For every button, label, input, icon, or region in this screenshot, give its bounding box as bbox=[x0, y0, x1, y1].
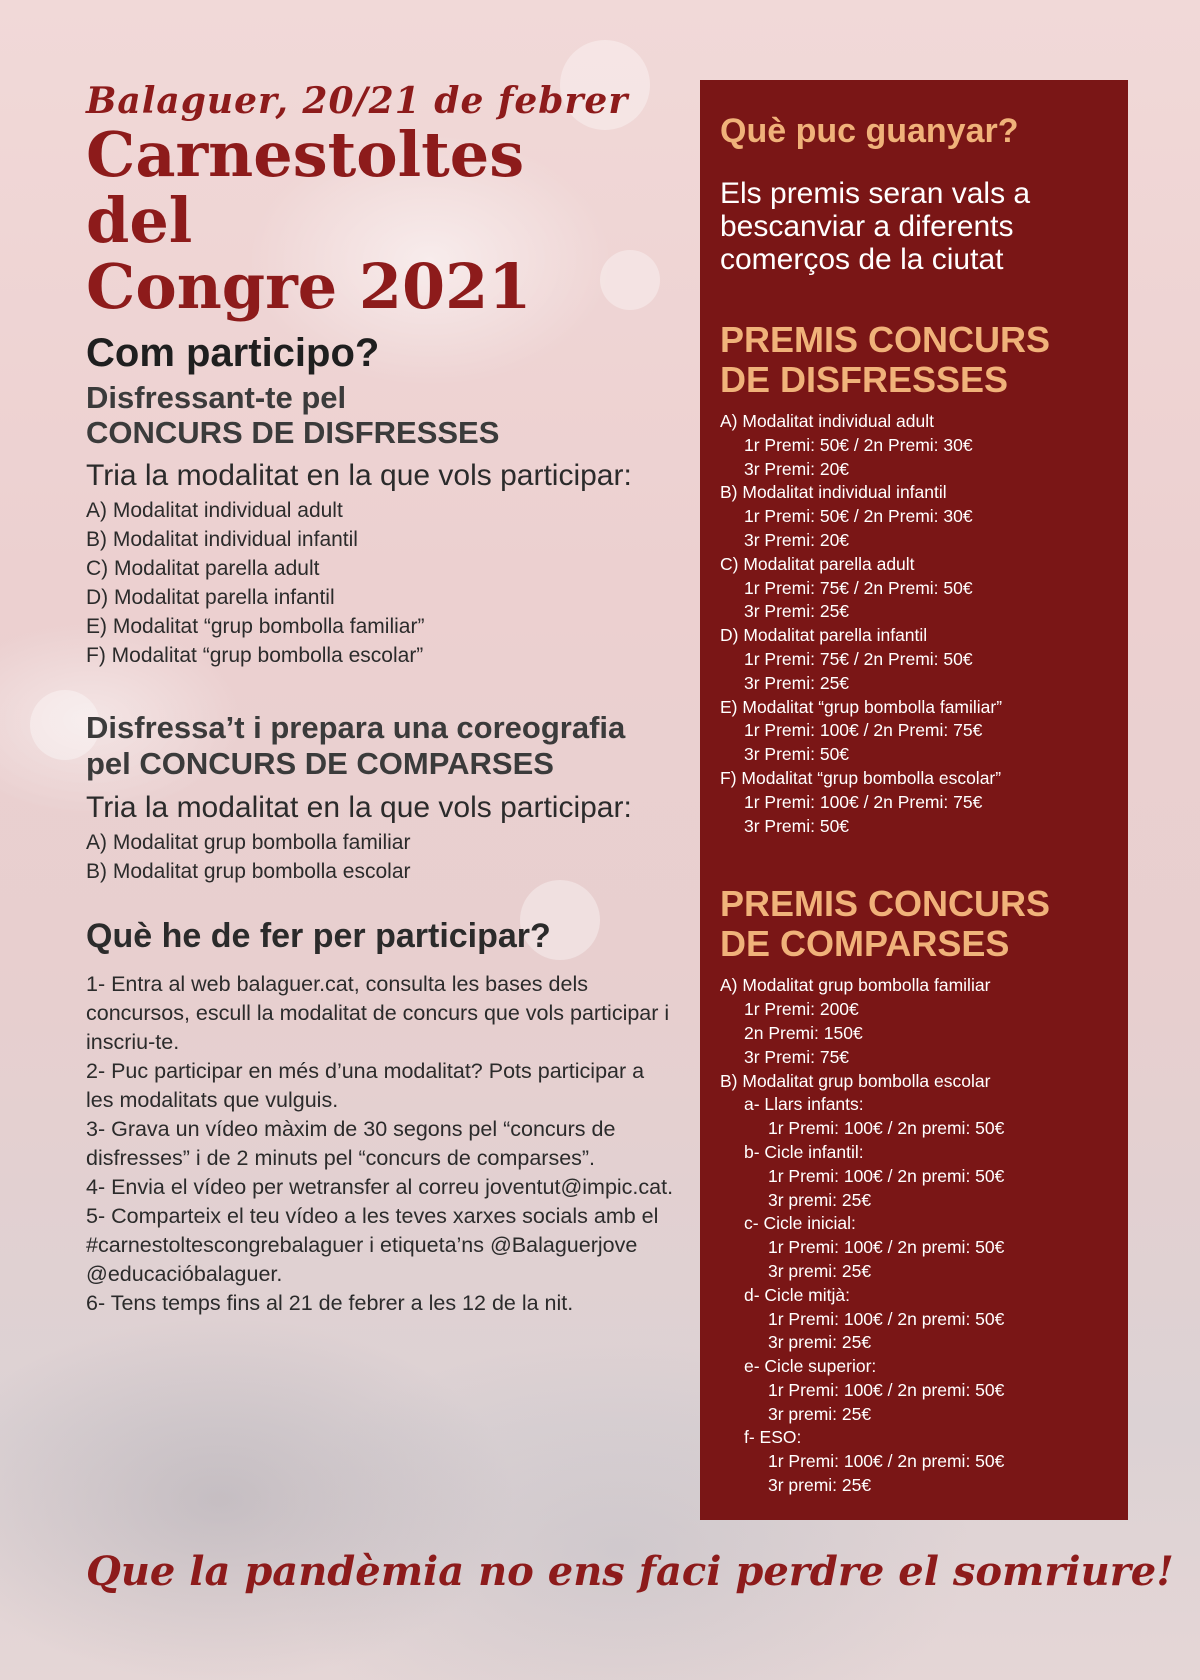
prize-line: 3r Premi: 50€ bbox=[744, 744, 850, 765]
prize-category: A) Modalitat individual adult bbox=[720, 411, 935, 431]
prize-line: 3r Premi: 50€ bbox=[744, 815, 850, 836]
prize-category: D) Modalitat parella infantil bbox=[720, 625, 928, 646]
prize-line: 3r premi: 25€ bbox=[768, 1189, 872, 1210]
prize-subcategory: a- Llars infants: bbox=[744, 1094, 864, 1115]
comparsa-contest-heading: Disfressa’t i prepara una coreografia pel CONCURS DE COMPARSES bbox=[86, 710, 626, 781]
disguise-prizes-list bbox=[720, 410, 1108, 838]
mode-option: B) Modalitat grup bombolla escolar bbox=[86, 860, 411, 883]
disguise-modes-list bbox=[86, 496, 676, 670]
disguise-heading-line-2: CONCURS DE DISFRESSES bbox=[86, 415, 500, 450]
prize-line: 1r Premi: 100€ / 2n Premi: 75€ bbox=[744, 720, 983, 741]
step-item: 3- Grava un vídeo màxim de 30 segons pel “concurs de disfresses” i de 2 minuts pel “concurs de comparses”. bbox=[86, 1117, 616, 1170]
prize-category: C) Modalitat parella adult bbox=[720, 553, 915, 574]
prize-line: 3r premi: 25€ bbox=[768, 1475, 872, 1496]
prize-subcategory: b- Cicle infantil: bbox=[744, 1141, 864, 1162]
prize-category: F) Modalitat “grup bombolla escolar” bbox=[720, 767, 1002, 788]
prize-subcategory: c- Cicle inicial: bbox=[744, 1213, 856, 1234]
what-to-do-heading: Què he de fer per participar? bbox=[86, 917, 551, 955]
step-item: 5- Comparteix el teu vídeo a les teves xarxes socials amb el #carnestoltescongrebalaguer i etiqueta’ns @Balaguerjove @educacióbalaguer. bbox=[86, 1204, 659, 1286]
mode-option: B) Modalitat individual infantil bbox=[86, 528, 358, 551]
step-item: 6- Tens temps fins al 21 de febrer a les 12 de la nit. bbox=[86, 1291, 574, 1315]
mode-option: F) Modalitat “grup bombolla escolar” bbox=[86, 644, 424, 667]
prize-line: 1r Premi: 200€ bbox=[744, 999, 859, 1020]
step-item: 2- Puc participar en més d’una modalitat? Pots participar a les modalitats que vulguis. bbox=[86, 1059, 645, 1112]
how-to-participate-heading: Com participo? bbox=[86, 331, 380, 375]
prize-line: 1r Premi: 100€ / 2n premi: 50€ bbox=[768, 1379, 1005, 1400]
slogan: Que la pandèmia no ens faci perdre el somriure! bbox=[86, 1548, 1174, 1595]
prize-line: 3r Premi: 20€ bbox=[744, 458, 850, 479]
prize-subcategory: f- ESO: bbox=[744, 1427, 802, 1448]
mode-option: C) Modalitat parella adult bbox=[86, 557, 320, 580]
prize-line: 1r Premi: 100€ / 2n premi: 50€ bbox=[768, 1118, 1005, 1139]
prize-category: E) Modalitat “grup bombolla familiar” bbox=[720, 696, 1003, 717]
prize-line: 3r premi: 25€ bbox=[768, 1332, 872, 1353]
participation-section bbox=[86, 330, 676, 1318]
prize-line: 1r Premi: 75€ / 2n Premi: 50€ bbox=[744, 577, 973, 598]
prize-line: 1r Premi: 75€ / 2n Premi: 50€ bbox=[744, 648, 973, 669]
prize-line: 3r Premi: 25€ bbox=[744, 601, 850, 622]
title-line-1: Carnestoltes del bbox=[86, 118, 525, 257]
prize-line: 1r Premi: 100€ / 2n premi: 50€ bbox=[768, 1451, 1005, 1472]
prizes-intro: Els premis seran vals a bescanviar a diferents comerços de la ciutat bbox=[720, 177, 1031, 276]
prize-line: 3r premi: 25€ bbox=[768, 1403, 872, 1424]
prize-category: B) Modalitat individual infantil bbox=[720, 482, 947, 503]
comparsa-modes-list bbox=[86, 828, 676, 886]
poster-title bbox=[86, 118, 646, 323]
mode-option: E) Modalitat “grup bombolla familiar” bbox=[86, 615, 425, 638]
disguise-contest-heading bbox=[86, 380, 676, 450]
prize-category: A) Modalitat grup bombolla familiar bbox=[720, 975, 991, 996]
prize-category: B) Modalitat grup bombolla escolar bbox=[720, 1070, 991, 1091]
prize-line: 1r Premi: 50€ / 2n Premi: 30€ bbox=[744, 506, 973, 527]
prize-line: 3r premi: 25€ bbox=[768, 1260, 872, 1281]
disguise-heading-line-1: Disfressant-te pel bbox=[86, 380, 347, 415]
prize-line: 3r Premi: 20€ bbox=[744, 529, 850, 550]
choose-mode-text: Tria la modalitat en la que vols participar: bbox=[86, 791, 632, 824]
step-item: 1- Entra al web balaguer.cat, consulta les bases dels concursos, escull la modalitat de concurs que vols participar i inscriu-te. bbox=[86, 972, 670, 1054]
step-item: 4- Envia el vídeo per wetransfer al correu joventut@impic.cat. bbox=[86, 1175, 674, 1199]
prize-line: 1r Premi: 100€ / 2n premi: 50€ bbox=[768, 1165, 1005, 1186]
prize-subcategory: d- Cicle mitjà: bbox=[744, 1284, 850, 1305]
comparsa-prizes-list bbox=[720, 974, 1108, 1498]
mode-option: A) Modalitat individual adult bbox=[86, 499, 343, 522]
mode-option: D) Modalitat parella infantil bbox=[86, 586, 335, 609]
prize-line: 2n Premi: 150€ bbox=[744, 1022, 863, 1043]
prize-line: 1r Premi: 100€ / 2n premi: 50€ bbox=[768, 1308, 1005, 1329]
disguise-prizes-heading: PREMIS CONCURS DE DISFRESSES bbox=[720, 319, 1051, 400]
prize-line: 3r Premi: 75€ bbox=[744, 1046, 850, 1067]
prizes-panel bbox=[700, 80, 1128, 1520]
title-line-2: Congre 2021 bbox=[86, 250, 532, 323]
steps-list bbox=[86, 970, 676, 1318]
prize-subcategory: e- Cicle superior: bbox=[744, 1356, 877, 1377]
choose-mode-text: Tria la modalitat en la que vols participar: bbox=[86, 459, 632, 492]
prize-line: 1r Premi: 100€ / 2n Premi: 75€ bbox=[744, 791, 983, 812]
prizes-question: Què puc guanyar? bbox=[720, 112, 1019, 150]
prize-line: 1r Premi: 50€ / 2n Premi: 30€ bbox=[744, 434, 973, 455]
mode-option: A) Modalitat grup bombolla familiar bbox=[86, 831, 411, 854]
prize-line: 3r Premi: 25€ bbox=[744, 672, 850, 693]
prize-line: 1r Premi: 100€ / 2n premi: 50€ bbox=[768, 1237, 1005, 1258]
comparsa-prizes-heading: PREMIS CONCURS DE COMPARSES bbox=[720, 883, 1051, 965]
event-date-location: Balaguer, 20/21 de febrer bbox=[86, 80, 629, 122]
